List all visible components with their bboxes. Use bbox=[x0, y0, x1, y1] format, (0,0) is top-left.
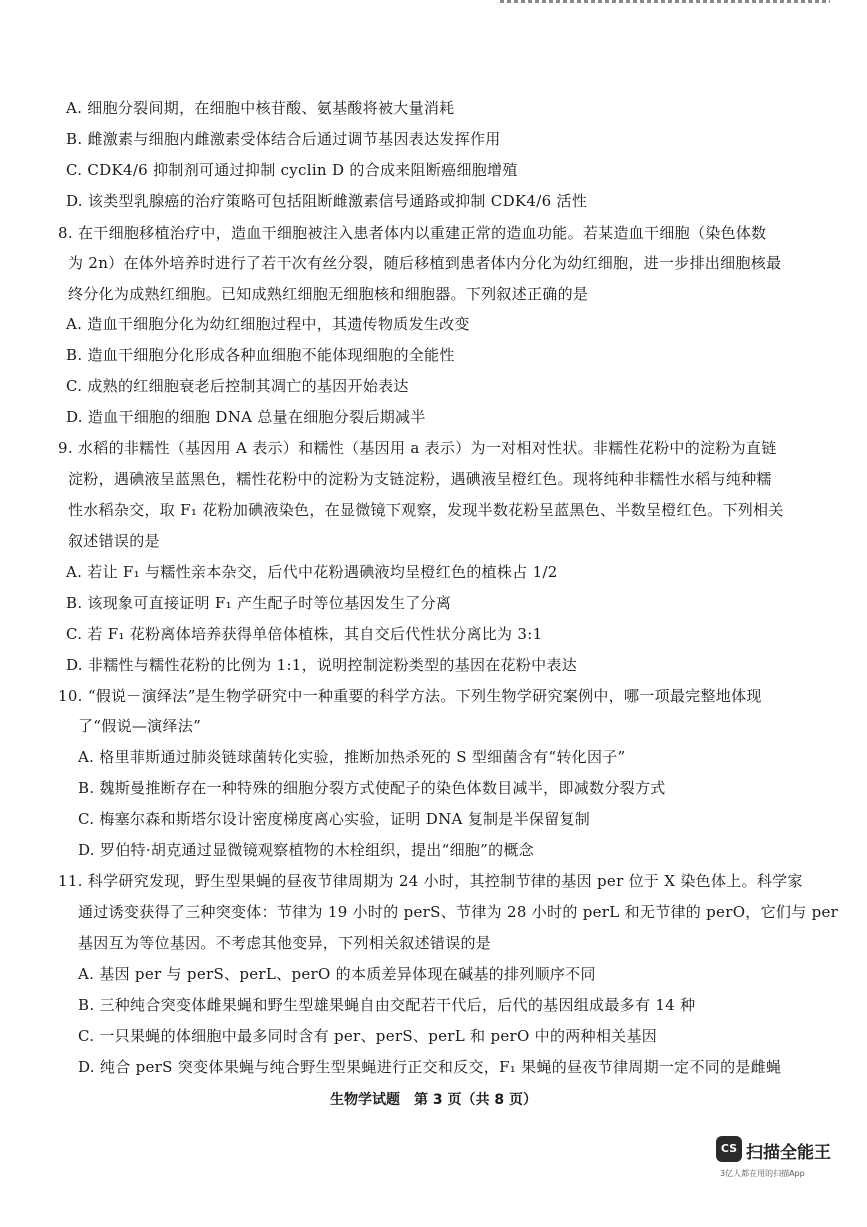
q10-option-b: B. 魏斯曼推断存在一种特殊的细胞分裂方式使配子的染色体数目减半，即减数分裂方式 bbox=[78, 779, 666, 797]
q11-option-c: C. 一只果蝇的体细胞中最多同时含有 per、perS、perL 和 perO 中的两种相关基因 bbox=[78, 1027, 658, 1045]
q10-stem-line1: 10. “假说－演绎法”是生物学研究中一种重要的科学方法。下列生物学研究案例中，哪一项最完整地体现 bbox=[58, 687, 762, 705]
q7-option-b: B. 雌激素与细胞内雌激素受体结合后通过调节基因表达发挥作用 bbox=[66, 130, 501, 148]
q8-option-c: C. 成熟的红细胞衰老后控制其凋亡的基因开始表达 bbox=[66, 377, 409, 395]
q8-option-d: D. 造血干细胞的细胞 DNA 总量在细胞分裂后期减半 bbox=[66, 408, 426, 426]
q9-stem-line4: 叙述错误的是 bbox=[68, 532, 160, 550]
q8-option-b: B. 造血干细胞分化形成各种血细胞不能体现细胞的全能性 bbox=[66, 346, 455, 364]
page-footer: 生物学试题 第 3 页（共 8 页） bbox=[330, 1092, 537, 1108]
q9-option-b: B. 该现象可直接证明 F₁ 产生配子时等位基因发生了分离 bbox=[66, 594, 452, 612]
q7-option-d: D. 该类型乳腺癌的治疗策略可包括阻断雌激素信号通路或抑制 CDK4/6 活性 bbox=[66, 192, 588, 210]
q11-stem-line3: 基因互为等位基因。不考虑其他变异，下列相关叙述错误的是 bbox=[78, 934, 492, 952]
q8-stem-line3: 终分化为成熟红细胞。已知成熟红细胞无细胞核和细胞器。下列叙述正确的是 bbox=[68, 285, 589, 303]
q7-option-c: C. CDK4/6 抑制剂可通过抑制 cyclin D 的合成来阻断癌细胞增殖 bbox=[66, 161, 518, 179]
watermark-tagline: 3亿人都在用的扫描App bbox=[720, 1169, 805, 1178]
q8-option-a: A. 造血干细胞分化为幼红细胞过程中，其遗传物质发生改变 bbox=[66, 315, 470, 333]
q8-stem-line2: 为 2n）在体外培养时进行了若干次有丝分裂，随后移植到患者体内分化为幼红细胞，进一步排出细胞核最 bbox=[68, 254, 782, 272]
q9-option-d: D. 非糯性与糯性花粉的比例为 1:1，说明控制淀粉类型的基因在花粉中表达 bbox=[66, 656, 578, 674]
q11-option-a: A. 基因 per 与 perS、perL、perO 的本质差异体现在碱基的排列顺序不同 bbox=[78, 965, 596, 983]
q9-option-c: C. 若 F₁ 花粉离体培养获得单倍体植株，其自交后代性状分离比为 3:1 bbox=[66, 625, 543, 643]
q8-stem-line1: 8. 在干细胞移植治疗中，造血干细胞被注入患者体内以重建正常的造血功能。若某造血干细胞（染色体数 bbox=[58, 224, 767, 242]
q11-stem-line1: 11. 科学研究发现，野生型果蝇的昼夜节律周期为 24 小时，其控制节律的基因 per 位于 X 染色体上。科学家 bbox=[58, 872, 803, 890]
scanner-watermark bbox=[716, 1136, 856, 1186]
q9-stem-line3: 性水稻杂交，取 F₁ 花粉加碘液染色，在显微镜下观察，发现半数花粉呈蓝黑色、半数呈橙红色。下列相关 bbox=[68, 501, 784, 519]
q10-option-a: A. 格里菲斯通过肺炎链球菌转化实验，推断加热杀死的 S 型细菌含有“转化因子” bbox=[78, 748, 626, 766]
q11-stem-line2: 通过诱变获得了三种突变体：节律为 19 小时的 perS、节律为 28 小时的 perL 和无节律的 perO，它们与 per bbox=[78, 903, 839, 921]
watermark-app-name: 扫描全能王 bbox=[746, 1143, 831, 1163]
q9-stem-line1: 9. 水稻的非糯性（基因用 A 表示）和糯性（基因用 a 表示）为一对相对性状。非糯性花粉中的淀粉为直链 bbox=[58, 439, 777, 457]
q11-option-b: B. 三种纯合突变体雌果蝇和野生型雄果蝇自由交配若干代后，后代的基因组成最多有 14 种 bbox=[78, 996, 696, 1014]
camscanner-logo-icon: CS bbox=[716, 1136, 742, 1162]
q9-stem-line2: 淀粉，遇碘液呈蓝黑色，糯性花粉中的淀粉为支链淀粉，遇碘液呈橙红色。现将纯种非糯性水稻与纯种糯 bbox=[68, 470, 772, 488]
q9-option-a: A. 若让 F₁ 与糯性亲本杂交，后代中花粉遇碘液均呈橙红色的植株占 1/2 bbox=[66, 563, 558, 581]
q7-option-a: A. 细胞分裂间期，在细胞中核苷酸、氨基酸将被大量消耗 bbox=[66, 99, 455, 117]
q10-option-d: D. 罗伯特·胡克通过显微镜观察植物的木栓组织，提出“细胞”的概念 bbox=[78, 841, 535, 859]
q10-stem-line2: 了“假说—演绎法” bbox=[78, 717, 202, 735]
q10-option-c: C. 梅塞尔森和斯塔尔设计密度梯度离心实验，证明 DNA 复制是半保留复制 bbox=[78, 810, 591, 828]
q11-option-d: D. 纯合 perS 突变体果蝇与纯合野生型果蝇进行正交和反交，F₁ 果蝇的昼夜节律周期一定不同的是雌蝇 bbox=[78, 1058, 782, 1076]
